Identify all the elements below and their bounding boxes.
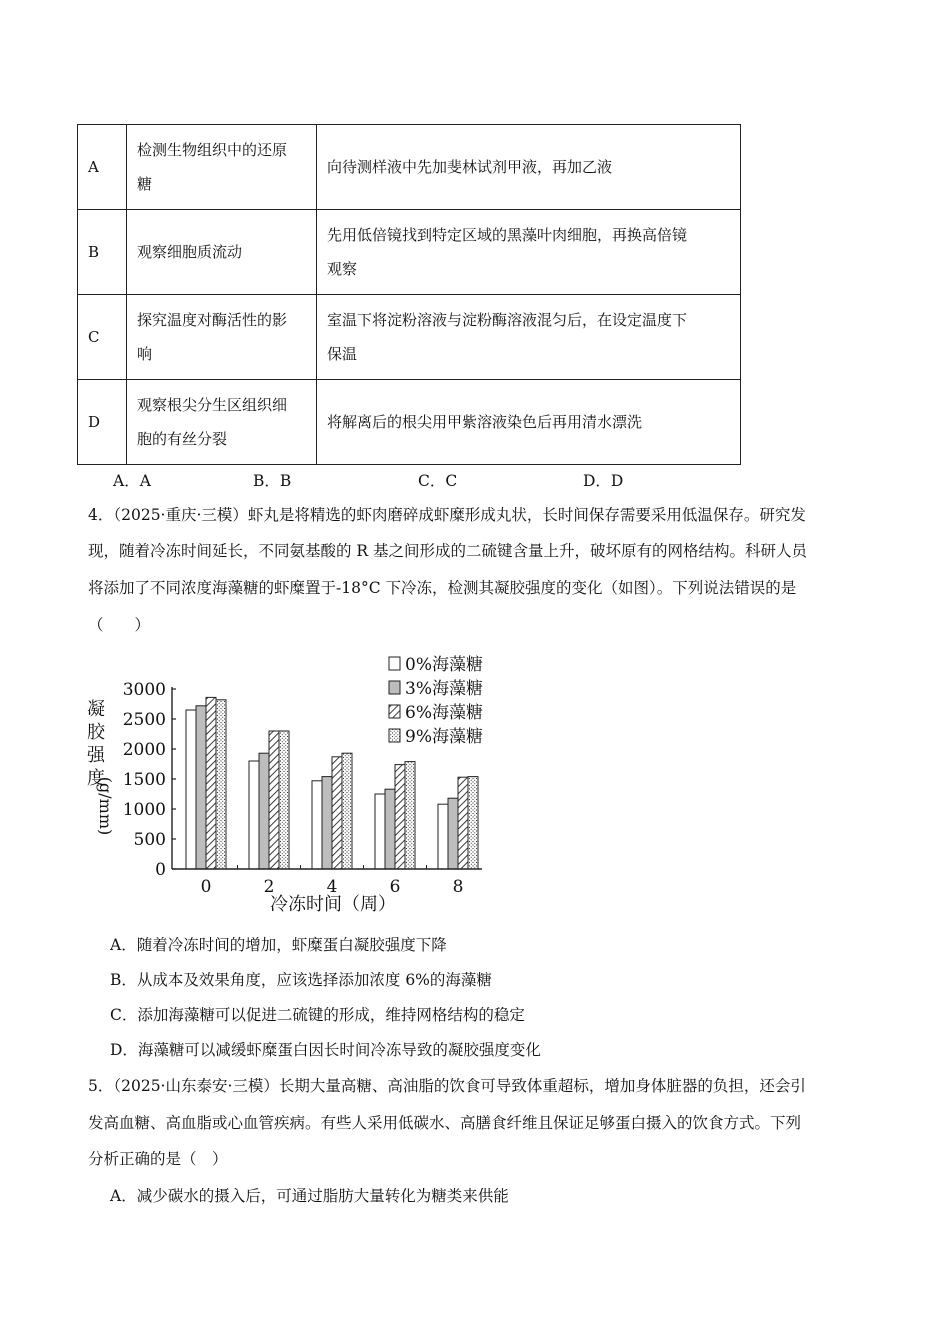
x-tick-label: 2	[263, 877, 275, 897]
gel-strength-bar-chart	[80, 648, 520, 920]
bar	[342, 753, 352, 869]
bar	[438, 804, 448, 869]
experiment-line: 观察根尖分生区组织细	[137, 396, 288, 414]
q4-option-c[interactable]: C．添加海藻糖可以促进二硫键的形成，维持网格结构的稳定	[110, 1006, 525, 1024]
experiment-line: 检测生物组织中的还原	[137, 141, 288, 159]
experiment-name	[127, 295, 317, 380]
q4-stem-line-3: 将添加了不同浓度海藻糖的虾糜置于-18°C 下冷冻，检测其凝胶强度的变化（如图）。下列说法错误的是	[88, 579, 797, 597]
legend-swatch	[389, 729, 400, 742]
y-tick-label: 1500	[122, 770, 166, 790]
bar	[269, 731, 279, 869]
y-axis-label-unit: (g/mm)	[96, 776, 115, 836]
x-axis-label: 冷冻时间（周）	[270, 894, 396, 915]
legend-swatch	[389, 705, 400, 718]
legend-label: 3%海藻糖	[405, 679, 483, 699]
legend-swatch	[389, 681, 400, 694]
bar	[196, 706, 206, 869]
y-axis-ticks	[123, 680, 176, 880]
legend-swatch	[389, 657, 400, 670]
bar	[206, 697, 216, 869]
q5-stem-line-2: 发高血糖、高血脂或心血管疾病。有些人采用低碳水、高膳食纤维且保证足够蛋白摄入的饮食方式。下列	[88, 1114, 802, 1132]
y-tick-label: 2000	[122, 740, 166, 760]
options-table	[77, 124, 741, 465]
row-id: B	[78, 210, 127, 295]
q4-option-b[interactable]: B．从成本及效果角度，应该选择添加浓度 6%的海藻糖	[110, 971, 492, 989]
q4-stem-line-4: （ ）	[88, 616, 151, 634]
table-row	[78, 210, 741, 295]
q4-stem-line-2: 现，随着冷冻时间延长，不同氨基酸的 R 基之间形成的二硫键含量上升，破坏原有的网格结构。科研人员	[88, 542, 808, 560]
y-axis-label-char: 胶	[87, 722, 105, 743]
bar	[279, 731, 289, 869]
q3-choice-c[interactable]: C．C	[418, 472, 458, 490]
bar	[216, 700, 226, 869]
bar	[186, 710, 196, 869]
experiment-name	[127, 210, 317, 295]
y-tick-label: 3000	[122, 680, 166, 700]
operation-line: 将解离后的根尖用甲紫溶液染色后再用清水漂洗	[327, 413, 643, 431]
x-tick-label: 0	[200, 877, 212, 897]
row-id: C	[78, 295, 127, 380]
experiment-name	[127, 380, 317, 465]
experiment-line: 观察细胞质流动	[137, 243, 243, 261]
x-tick-label: 8	[452, 877, 464, 897]
bar	[395, 765, 405, 869]
y-axis-label-char: 凝	[87, 699, 105, 720]
q5-stem-line-3: 分析正确的是（ ）	[88, 1150, 228, 1168]
y-tick-label: 1000	[122, 800, 166, 820]
bar	[332, 757, 342, 869]
operation	[317, 380, 741, 465]
experiment-line: 探究温度对酶活性的影	[137, 311, 288, 329]
operation	[317, 295, 741, 380]
x-tick-label: 4	[326, 877, 338, 897]
y-tick-label: 500	[133, 830, 166, 850]
operation-line: 室温下将淀粉溶液与淀粉酶溶液混匀后，在设定温度下	[327, 311, 688, 329]
y-axis-label-char: 度	[87, 768, 105, 789]
q3-choice-d[interactable]: D．D	[583, 472, 624, 490]
operation	[317, 125, 741, 210]
y-axis-label-char: 强	[87, 745, 105, 766]
x-axis-ticks	[201, 865, 464, 897]
legend-label: 6%海藻糖	[405, 703, 483, 723]
experiment-name	[127, 125, 317, 210]
q4-stem-line-1: 4．（2025·重庆·三模）虾丸是将精选的虾肉磨碎成虾糜形成丸状，长时间保存需要采用低温保存。研究发	[88, 506, 806, 524]
table-row	[78, 380, 741, 465]
bar	[468, 777, 478, 869]
bar	[322, 777, 332, 869]
operation-line: 观察	[327, 260, 358, 278]
q4-option-d[interactable]: D．海藻糖可以减缓虾糜蛋白因长时间冷冻导致的凝胶强度变化	[110, 1041, 541, 1059]
legend-label: 0%海藻糖	[405, 655, 483, 675]
q5-option-a[interactable]: A．减少碳水的摄入后，可通过脂肪大量转化为糖类来供能	[110, 1187, 509, 1205]
bars	[186, 697, 478, 869]
bar	[385, 789, 395, 869]
y-axis-label	[87, 699, 115, 835]
q3-choice-b[interactable]: B．B	[253, 472, 292, 490]
operation-line: 保温	[327, 345, 358, 363]
row-id: A	[78, 125, 127, 210]
x-tick-label: 6	[389, 877, 401, 897]
q3-choice-a[interactable]: A．A	[113, 472, 151, 490]
y-tick-label: 2500	[122, 710, 166, 730]
operation	[317, 210, 741, 295]
table-row	[78, 295, 741, 380]
operation-line: 先用低倍镜找到特定区域的黑藻叶肉细胞，再换高倍镜	[327, 226, 688, 244]
q4-option-a[interactable]: A．随着冷冻时间的增加，虾糜蛋白凝胶强度下降	[110, 936, 447, 954]
legend	[389, 655, 483, 747]
experiment-line: 糖	[137, 175, 153, 193]
bar	[249, 761, 259, 869]
experiment-line: 胞的有丝分裂	[137, 430, 228, 448]
y-tick-label: 0	[155, 860, 166, 880]
table-row	[78, 125, 741, 210]
bar	[405, 762, 415, 869]
legend-label: 9%海藻糖	[405, 727, 483, 747]
bar	[458, 777, 468, 869]
experiment-line: 响	[137, 345, 153, 363]
bar	[375, 794, 385, 869]
operation-line: 向待测样液中先加斐林试剂甲液，再加乙液	[327, 158, 613, 176]
row-id: D	[78, 380, 127, 465]
q5-stem-line-1: 5．（2025·山东泰安·三模）长期大量高糖、高油脂的饮食可导致体重超标，增加身体脏器的负担，还会引	[88, 1077, 806, 1095]
bar	[312, 781, 322, 869]
bar	[259, 753, 269, 869]
bar	[448, 798, 458, 869]
